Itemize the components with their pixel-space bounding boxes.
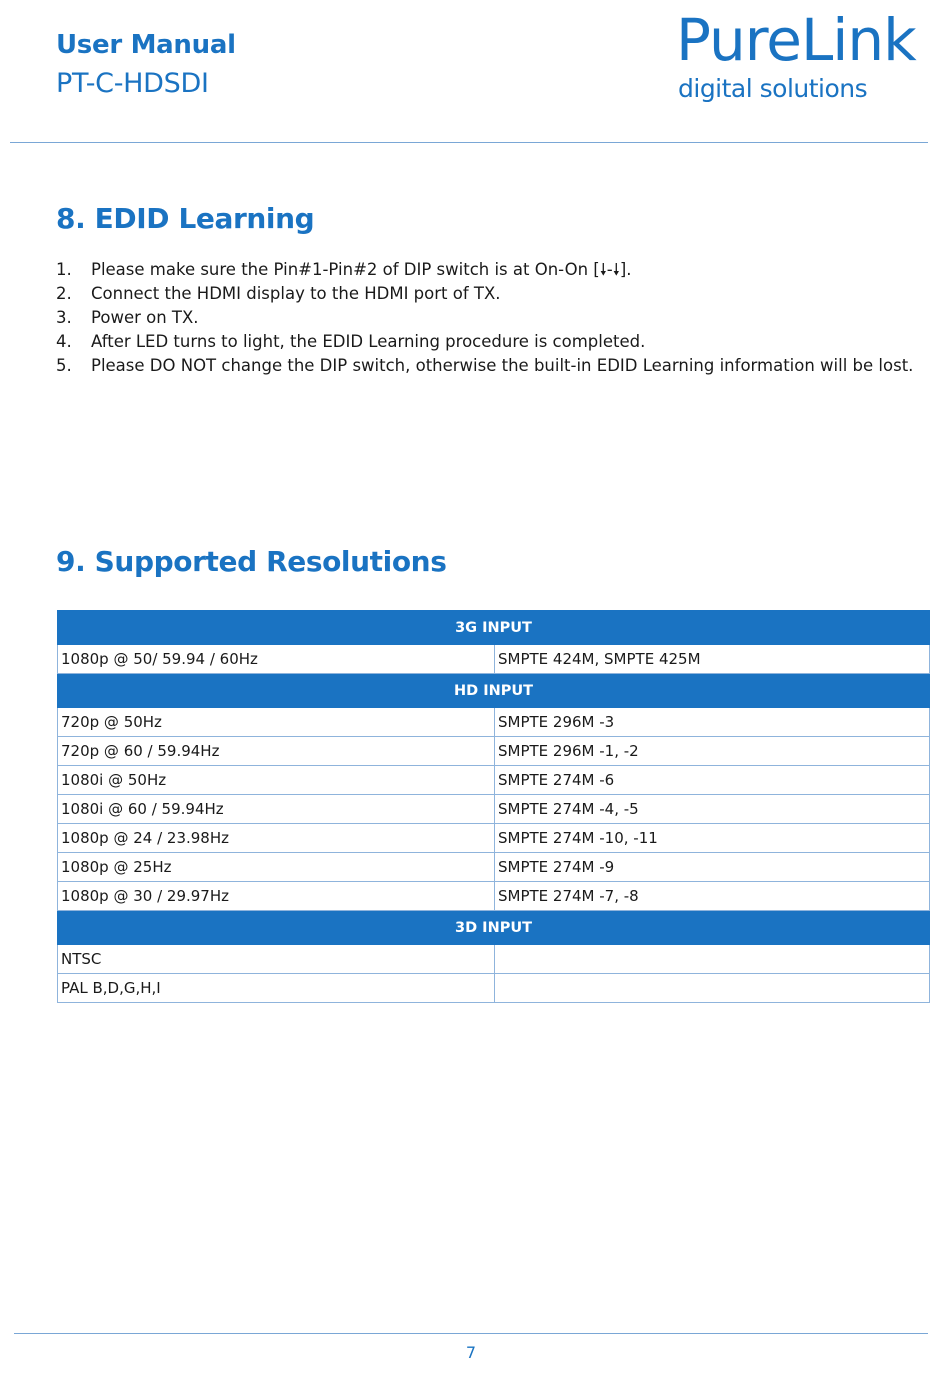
edid-learning-heading: 8. EDID Learning xyxy=(56,202,315,235)
step-number: 5. xyxy=(56,356,72,375)
step-number: 3. xyxy=(56,308,72,327)
standard-cell: SMPTE 274M -10, -11 xyxy=(495,824,930,853)
list-item xyxy=(56,354,916,378)
step-number: 2. xyxy=(56,284,72,303)
standard-cell: SMPTE 274M -7, -8 xyxy=(495,882,930,911)
table-row xyxy=(58,974,930,1003)
table-row xyxy=(58,824,930,853)
standard-cell: SMPTE 296M -1, -2 xyxy=(495,737,930,766)
product-model: PT-C-HDSDI xyxy=(56,68,209,99)
group-header-row xyxy=(58,611,930,645)
list-item xyxy=(56,306,916,330)
standard-cell: SMPTE 424M, SMPTE 425M xyxy=(495,645,930,674)
logo-wordmark: PureLink xyxy=(676,6,916,74)
table-row xyxy=(58,795,930,824)
page-number: 7 xyxy=(465,1343,477,1362)
purelink-logo xyxy=(676,8,936,108)
resolutions-table xyxy=(57,610,930,1003)
list-item xyxy=(56,282,916,306)
group-header-row xyxy=(58,674,930,708)
list-item xyxy=(56,330,916,354)
group-header-3d: 3D INPUT xyxy=(58,911,930,945)
table-row xyxy=(58,737,930,766)
resolution-cell: 1080p @ 50/ 59.94 / 60Hz xyxy=(58,645,495,674)
resolution-cell: 1080p @ 30 / 29.97Hz xyxy=(58,882,495,911)
step-text: Please DO NOT change the DIP switch, otherwise the built-in EDID Learning information will be lost. xyxy=(91,356,914,375)
logo-tagline: digital solutions xyxy=(678,74,868,103)
document-title: User Manual xyxy=(56,30,236,60)
group-header-3g: 3G INPUT xyxy=(58,611,930,645)
resolution-cell: 1080i @ 60 / 59.94Hz xyxy=(58,795,495,824)
standard-cell: SMPTE 274M -4, -5 xyxy=(495,795,930,824)
resolution-cell: 1080p @ 24 / 23.98Hz xyxy=(58,824,495,853)
step-number: 1. xyxy=(56,260,72,279)
standard-cell: SMPTE 296M -3 xyxy=(495,708,930,737)
resolution-cell: 720p @ 50Hz xyxy=(58,708,495,737)
group-header-hd: HD INPUT xyxy=(58,674,930,708)
table-row xyxy=(58,708,930,737)
step-text: Power on TX. xyxy=(91,308,199,327)
resolution-cell: 720p @ 60 / 59.94Hz xyxy=(58,737,495,766)
table-row xyxy=(58,766,930,795)
resolution-cell: 1080i @ 50Hz xyxy=(58,766,495,795)
step-text: After LED turns to light, the EDID Learning procedure is completed. xyxy=(91,332,646,351)
step-text: Please make sure the Pin#1-Pin#2 of DIP switch is at On-On [🠗-🠗]. xyxy=(91,260,632,279)
standard-cell xyxy=(495,974,930,1003)
standard-cell: SMPTE 274M -6 xyxy=(495,766,930,795)
list-item xyxy=(56,258,916,282)
table-row xyxy=(58,945,930,974)
standard-cell: SMPTE 274M -9 xyxy=(495,853,930,882)
group-header-row xyxy=(58,911,930,945)
table-row xyxy=(58,853,930,882)
resolution-cell: NTSC xyxy=(58,945,495,974)
table-row xyxy=(58,645,930,674)
resolution-cell: 1080p @ 25Hz xyxy=(58,853,495,882)
table-row xyxy=(58,882,930,911)
step-text: Connect the HDMI display to the HDMI port of TX. xyxy=(91,284,501,303)
footer-divider xyxy=(14,1333,928,1334)
supported-resolutions-heading: 9. Supported Resolutions xyxy=(56,545,447,578)
standard-cell xyxy=(495,945,930,974)
step-number: 4. xyxy=(56,332,72,351)
edid-steps-list xyxy=(56,258,916,378)
resolution-cell: PAL B,D,G,H,I xyxy=(58,974,495,1003)
header-divider xyxy=(10,142,928,143)
